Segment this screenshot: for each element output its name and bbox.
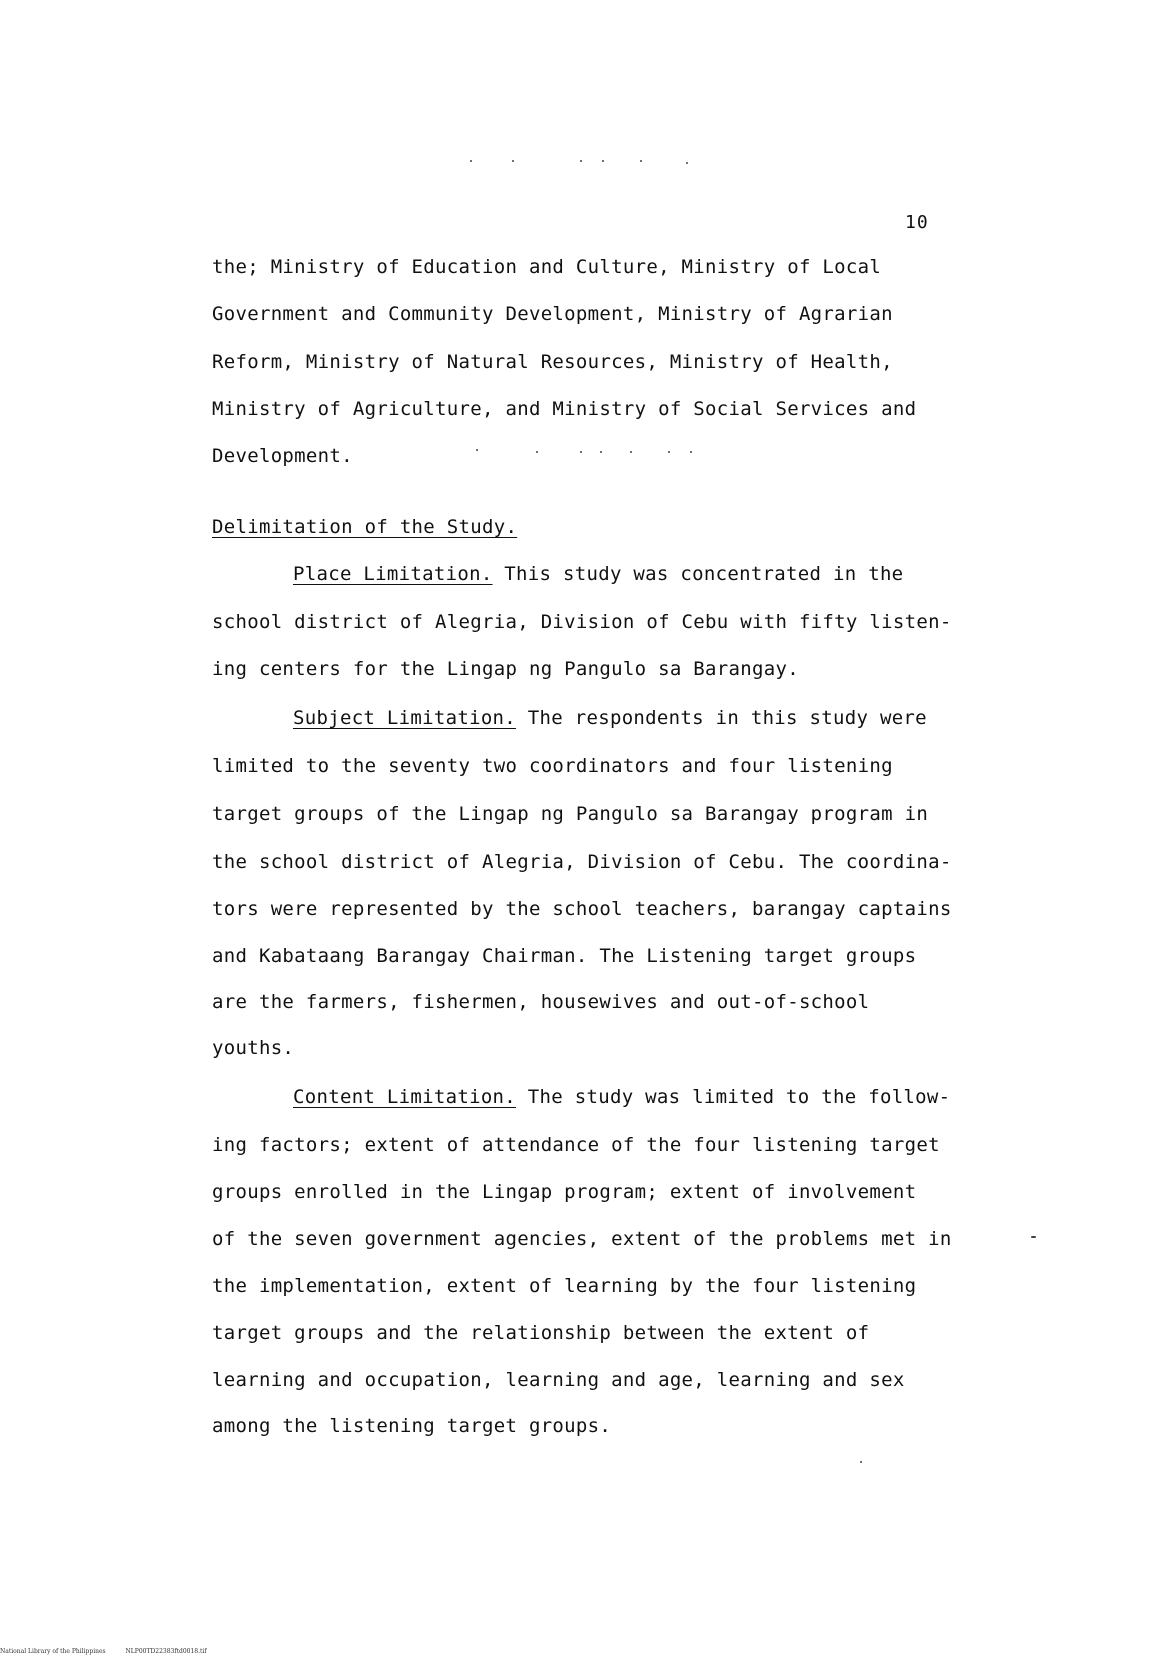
scan-speck [640, 160, 642, 162]
body-line: limited to the seventy two coordinators and four listening [212, 755, 893, 777]
scan-speck [1031, 1236, 1036, 1238]
subject-limitation-text: The respondents in this study were [516, 707, 927, 729]
scan-speck [580, 160, 582, 162]
subject-limitation-label: Subject Limitation. [293, 707, 517, 729]
footer-library: National Library of the Philippines [0, 1648, 106, 1655]
body-line: groups enrolled in the Lingap program; extent of involvement [212, 1181, 917, 1203]
scan-speck [690, 451, 692, 453]
scan-speck [470, 160, 472, 162]
scan-speck [630, 451, 632, 453]
body-line: the implementation, extent of learning by the four listening [212, 1275, 917, 1297]
scan-speck [512, 160, 514, 162]
body-line: youths. [212, 1037, 295, 1059]
place-limitation-text: This study was concentrated in the [492, 563, 904, 585]
body-line: the; Ministry of Education and Culture, Ministry of Local [212, 256, 882, 278]
scan-speck [536, 451, 538, 453]
body-line: and Kabataang Barangay Chairman. The Listening target groups [212, 945, 917, 967]
body-line: school district of Alegria, Division of Cebu with fifty listen- [212, 611, 952, 633]
body-line: are the farmers, fishermen, housewives and out-of-school [212, 991, 870, 1013]
content-limitation-first-line [293, 1085, 950, 1109]
scan-speck [860, 1461, 862, 1463]
body-line: target groups and the relationship between the extent of [212, 1322, 870, 1344]
body-line: ing factors; extent of attendance of the four listening target [212, 1134, 940, 1156]
body-line: of the seven government agencies, extent of the problems met in [212, 1228, 952, 1250]
scan-speck [476, 449, 478, 451]
scan-speck [602, 160, 604, 162]
subject-limitation-first-line [293, 706, 927, 730]
body-line: the school district of Alegria, Division of Cebu. The coordina- [212, 851, 952, 873]
body-line: learning and occupation, learning and age, learning and sex [212, 1369, 905, 1391]
content-limitation-text: The study was limited to the follow- [516, 1086, 951, 1108]
scan-speck [668, 451, 670, 453]
body-line: Development. [212, 445, 353, 467]
section-heading: Delimitation of the Study. [212, 516, 518, 538]
scan-speck [580, 451, 582, 453]
page-number: 10 [905, 212, 929, 233]
content-limitation-label: Content Limitation. [293, 1086, 517, 1108]
place-limitation-first-line [293, 562, 903, 586]
body-line: Ministry of Agriculture, and Ministry of Social Services and [212, 398, 917, 420]
body-line: ing centers for the Lingap ng Pangulo sa Barangay. [212, 658, 799, 680]
scan-footer [0, 1648, 225, 1655]
place-limitation-label: Place Limitation. [293, 563, 493, 585]
scan-speck [686, 162, 688, 164]
body-line: tors were represented by the school teachers, barangay captains [212, 898, 952, 920]
body-line: among the listening target groups. [212, 1415, 612, 1437]
body-line: Government and Community Development, Ministry of Agrarian [212, 303, 893, 325]
scan-speck [600, 451, 602, 453]
body-line: target groups of the Lingap ng Pangulo sa Barangay program in [212, 803, 929, 825]
footer-file: NLP00TD22383ftd0018.tif [125, 1648, 207, 1655]
body-line: Reform, Ministry of Natural Resources, Ministry of Health, [212, 351, 893, 373]
